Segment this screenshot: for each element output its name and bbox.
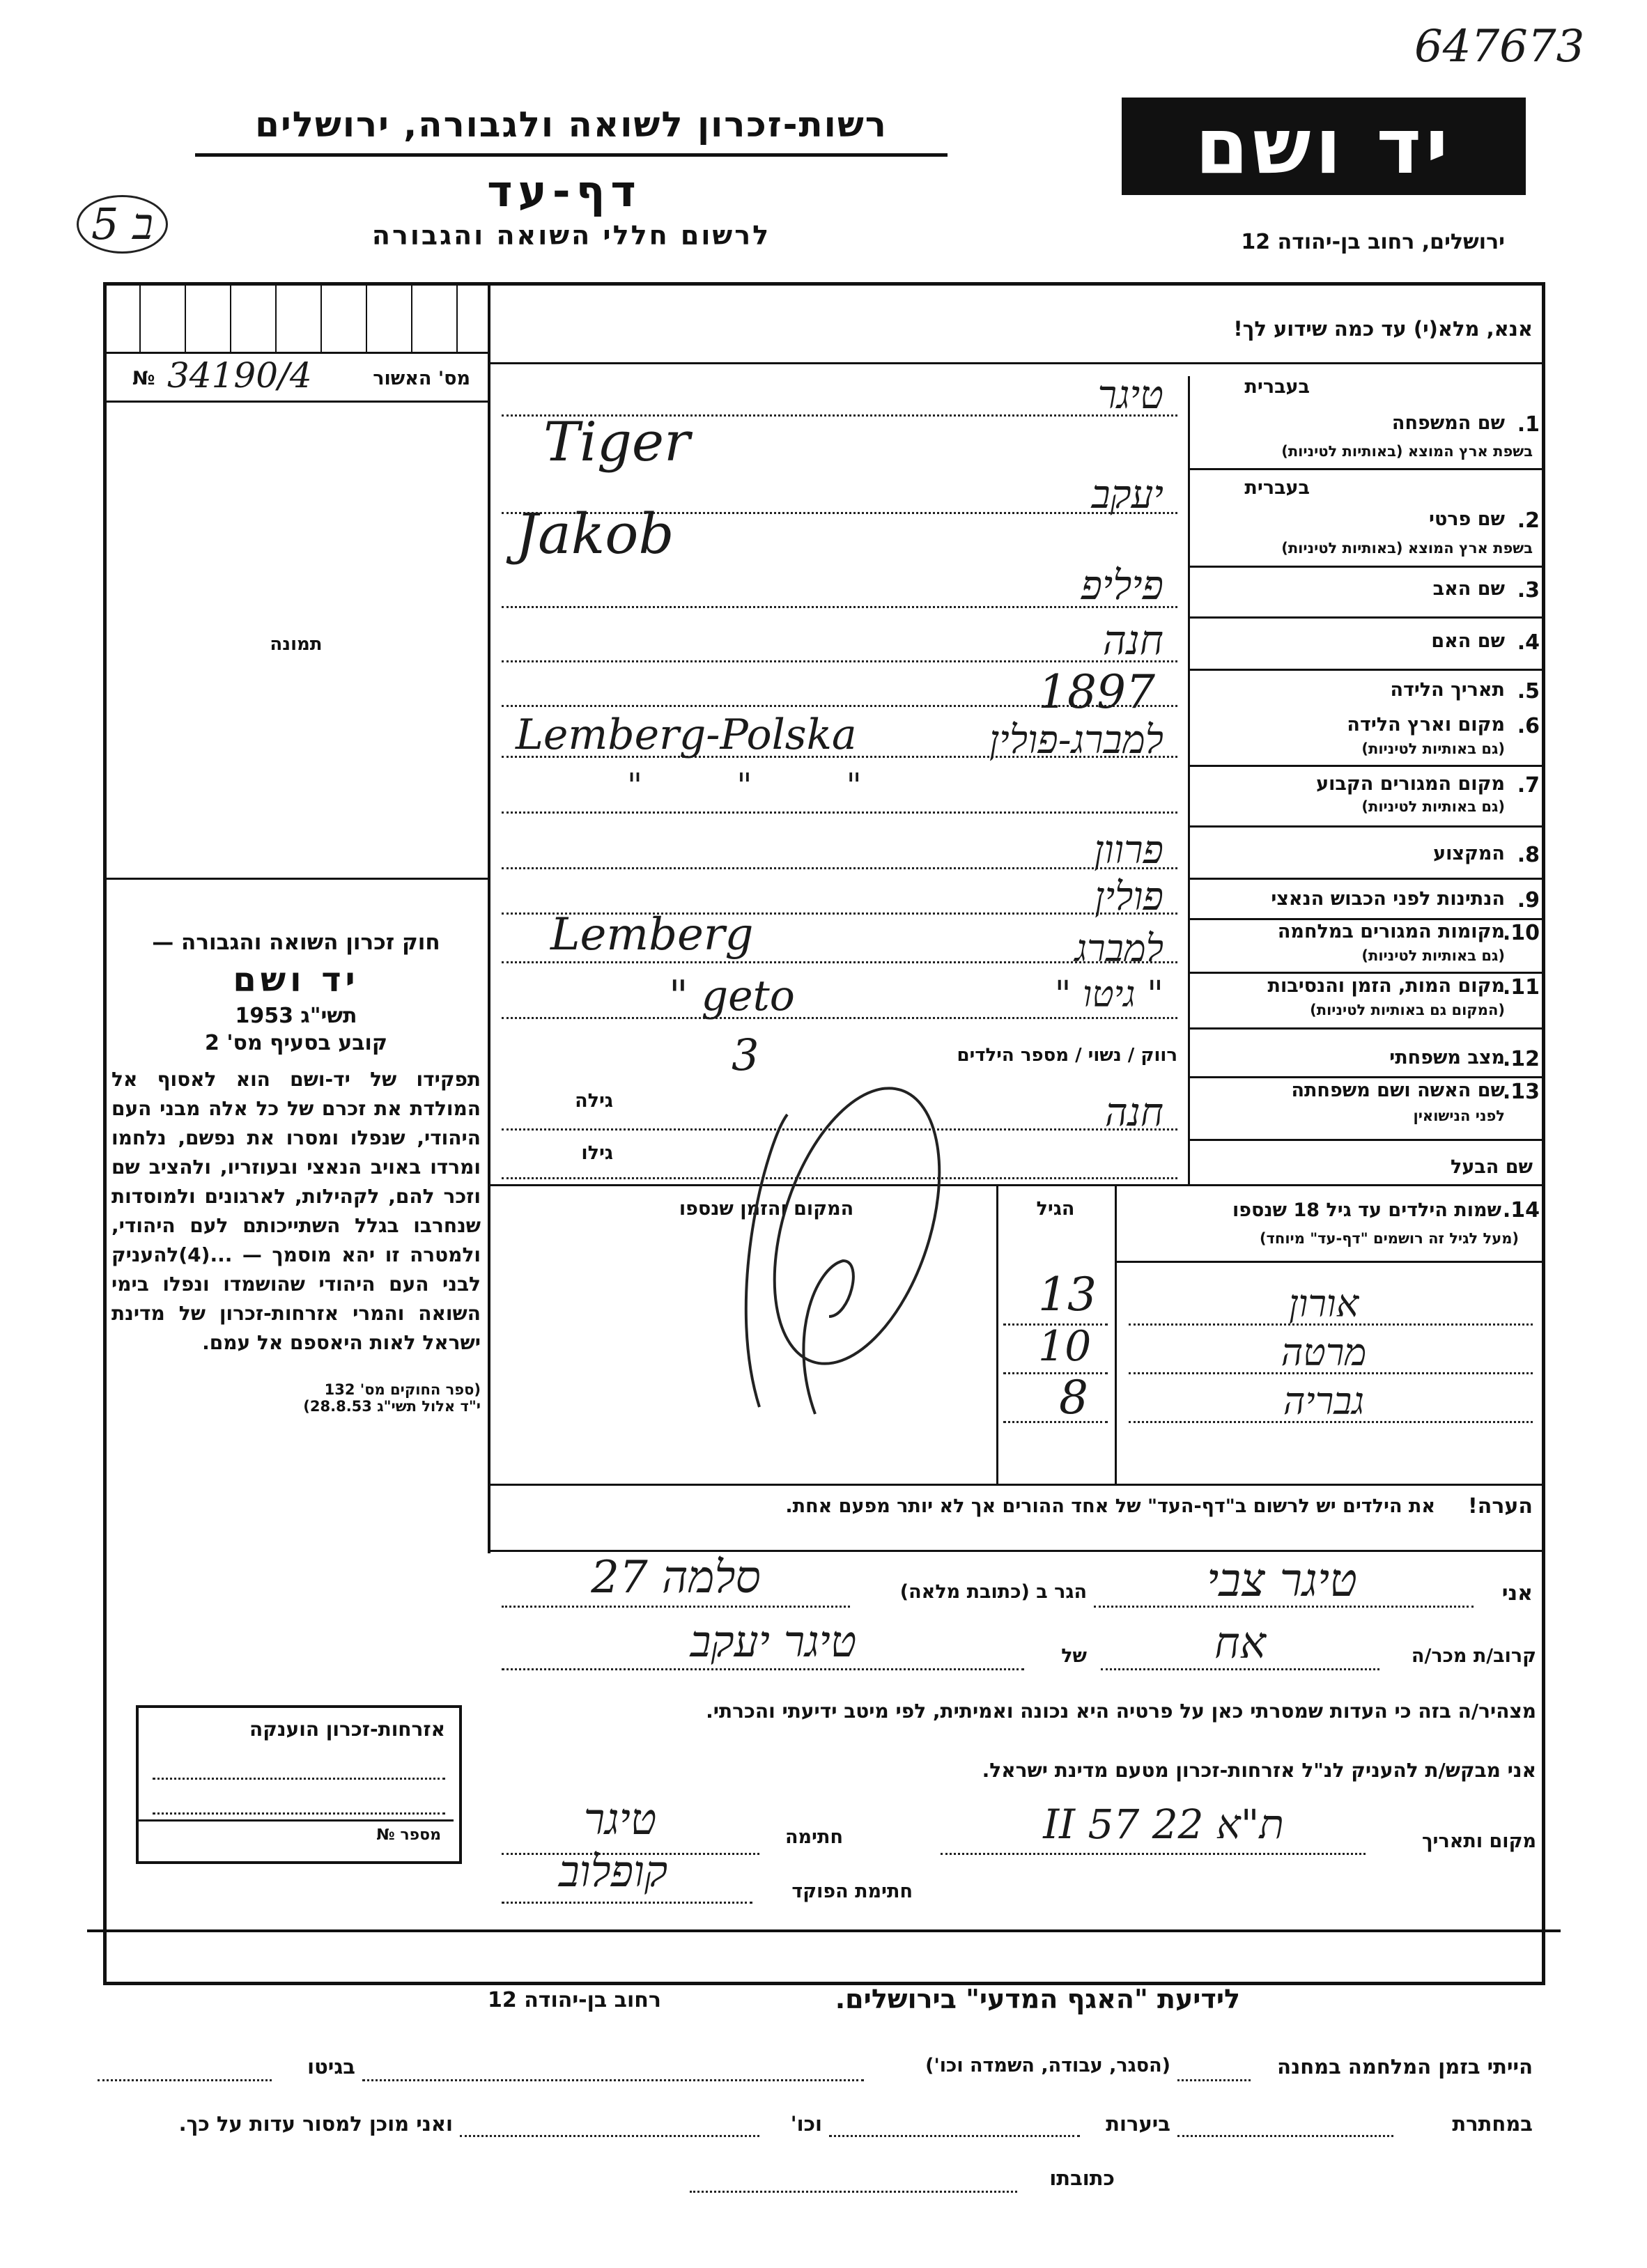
field-sub-2: בשפת ארץ המוצא (באותיות לטיניות) (1281, 540, 1533, 557)
value-mother-name[interactable]: חנה (1102, 616, 1163, 664)
law-text: תפקידו של יד-ושם הוא לאסוף אל המולדת את זכרם של כל אלה מבני העם היהודי, שנפלו ומסרו את נפשם, נלחמו ומרדו באויב הנאצי ובעוזריו, ולהציב שם וזכר להם, לקהילות, לארגונים ולמוסדות שנחרבו בגלל השתייכותם לעם היהודי, ולמטרה זו יהא מוסמך — ...(4)להעניק לבני העם היהודי שהושמדו ונפלו בימי השואה והמרי אזרחות-זכרון של מדינת ישראל לאות היאספם אל עמם. (111, 1068, 481, 1354)
value-residence[interactable]: " " " (627, 766, 904, 805)
field-label-10: מקומות המגורים במלחמה (1277, 921, 1505, 942)
decl-of-label: של (1061, 1645, 1087, 1667)
decl-statement2: אני מבקש/ת להעניק לנ"ל אזרחות-זכרון מטעם מדינת ישראל. (982, 1759, 1536, 1782)
org-name: רשות-זכרון לשואה ולגבורה, ירושלים (255, 104, 888, 145)
value-wartime-hebrew[interactable]: למברג (1074, 926, 1163, 970)
field-given-name (1191, 477, 1540, 568)
field-label-2: שם פרטי (1429, 508, 1505, 530)
value-given-hebrew[interactable]: יעקב (1091, 472, 1163, 518)
wife-age-label: גילה (575, 1090, 613, 1112)
value-wartime-latin[interactable]: Lemberg (550, 909, 754, 961)
field-num-5: 5. (1517, 679, 1540, 704)
decl-statement1: מצהיר/ה בזה כי העדות שמסרתי כאן על פרטיה היא נכונה ואמיתית, לפי מיטב ידיעתי והכרתי. (706, 1700, 1536, 1723)
field-label-4: שם האם (1431, 630, 1505, 652)
value-citizenship[interactable]: פולין (1095, 874, 1163, 919)
note-label: הערה! (1468, 1494, 1533, 1519)
value-birth-place-latin[interactable]: Lemberg-Polska (516, 710, 857, 759)
field-num-10: 10. (1502, 921, 1540, 945)
footer-line2-d: ואני מוכן למסור עדות על כך. (178, 2112, 453, 2136)
husband-label: שם הבעל (1450, 1156, 1533, 1178)
decl-officer-label: חתימת הפוקד (791, 1881, 913, 1902)
decl-i-label: אני (1501, 1581, 1533, 1606)
field-label-6: מקום וארץ הלידה (1347, 714, 1505, 736)
field-residence (1191, 773, 1540, 822)
header-address: ירושלים, רחוב בן-יהודה 12 (1241, 230, 1505, 254)
value-father-name[interactable]: פיליפ (1081, 561, 1163, 609)
law-clause: קובע בסעיף מס' 2 (205, 1031, 387, 1055)
reg-no-symbol: № (132, 368, 155, 389)
decl-signature-label: חתימה (784, 1826, 843, 1848)
children-num: 14. (1502, 1198, 1540, 1222)
value-children-count[interactable]: 3 (732, 1030, 759, 1080)
value-birth-place-hebrew[interactable]: למברג-פולין (989, 717, 1163, 763)
hebrew-tag-2: בעברית (1244, 477, 1310, 499)
photo-label: תמונה (270, 634, 323, 655)
law-year: תשי"ג 1953 (235, 1004, 357, 1028)
child-name-3[interactable]: גבריה (1283, 1379, 1365, 1423)
field-num-4: 4. (1517, 630, 1540, 655)
child-name-1[interactable]: אורון (1288, 1282, 1359, 1326)
field-label-5: תאריך הלידה (1390, 679, 1505, 701)
field-num-13: 13. (1502, 1080, 1540, 1104)
value-death-place-latin[interactable]: " geto (669, 972, 795, 1020)
corner-mark: ב 5 (77, 195, 168, 254)
children-title: שמות הילדים עד גיל 18 שנספו (1232, 1199, 1501, 1221)
child-age-2[interactable]: 10 (1038, 1322, 1092, 1371)
yad-vashem-logo (1122, 98, 1526, 195)
form-title: דף-עד (487, 166, 642, 217)
hebrew-tag-1: בעברית (1244, 376, 1310, 398)
field-num-3: 3. (1517, 578, 1540, 603)
form-subtitle: לרשום חללי השואה והגבורה (371, 220, 771, 251)
marital-options: רווק / נשוי / מספר הילדים (957, 1045, 1177, 1066)
value-family-latin[interactable]: Tiger (543, 411, 690, 474)
value-profession[interactable]: פרוון (1094, 828, 1163, 873)
field-family-name (1191, 376, 1540, 467)
field-sub-6: (גם באותיות לטיניות) (1361, 740, 1505, 757)
field-death-place (1191, 975, 1540, 1024)
footer-line2-c: וכו' (790, 2112, 822, 2136)
field-label-3: שם האב (1432, 578, 1505, 600)
law-name: יד ושם (233, 961, 359, 1000)
footer-line1-a: הייתי בזמן המלחמה במחנה (1277, 2055, 1533, 2079)
footer-line3: כתובתו (1049, 2166, 1115, 2190)
law-title: חוק זכרון השואה והגבורה — (152, 930, 440, 955)
husband-age-label: גילו (581, 1142, 613, 1164)
note-text: את הילדים יש לרשום ב"דף-העד" של אחד ההורים אך לא יותר מפעם אחת. (785, 1496, 1435, 1517)
child-age-3[interactable]: 8 (1059, 1371, 1088, 1424)
field-label-1: שם המשפחה (1391, 412, 1505, 434)
children-col-place: המקום והזמן שנספו (679, 1198, 854, 1220)
law-block (111, 930, 481, 1415)
field-label-8: המקצוע (1433, 843, 1505, 864)
field-sub-1: בשפת ארץ המוצא (באותיות לטיניות) (1281, 443, 1533, 460)
field-label-11: מקום המות, הזמן והנסיבות (1267, 975, 1505, 997)
children-header (1122, 1198, 1540, 1261)
field-wife-name (1191, 1080, 1540, 1128)
footer-line2-a: במחתרת (1452, 2112, 1533, 2136)
law-ref1: (ספר החוקים מס' 132 (324, 1381, 481, 1398)
field-num-1: 1. (1517, 412, 1540, 437)
decl-place-date-value[interactable]: ת"א 22 II 57 (1043, 1801, 1284, 1848)
field-birth-date (1191, 679, 1540, 714)
field-wartime-residence (1191, 921, 1540, 970)
field-father-name (1191, 578, 1540, 613)
field-label-13: שם האשה ושם משפחתה (1291, 1080, 1505, 1101)
decl-relation-value[interactable]: אח (1214, 1617, 1266, 1668)
scribble-mark (683, 1087, 989, 1449)
child-age-1[interactable]: 13 (1038, 1268, 1097, 1321)
footer-line1-c: בגיטו (307, 2055, 355, 2079)
footer-line1-b: (הסגר, עבודה, השמדה וכו') (925, 2055, 1170, 2076)
value-birth-date[interactable]: 1897 (1038, 665, 1155, 719)
certificate-box (136, 1705, 462, 1864)
decl-name-value[interactable]: טיגר צבי (1206, 1553, 1358, 1607)
decl-relation-label: קרוב/ת מכר/ה (1411, 1645, 1536, 1667)
children-col-age: הגיל (1036, 1198, 1075, 1220)
footer-line2-b: ביערות (1106, 2112, 1170, 2136)
logo-text: יד ושם (1195, 102, 1453, 191)
child-name-2[interactable]: מרטה (1281, 1330, 1367, 1374)
note-row (502, 1494, 1533, 1529)
footer-address: רחוב בן-יהודה 12 (488, 1988, 661, 2012)
value-wife-name[interactable]: חנה (1104, 1090, 1163, 1135)
field-num-8: 8. (1517, 843, 1540, 867)
intro-text: אנא, מלא(י) עד כמה שידוע לך! (1233, 317, 1533, 341)
field-mother-name (1191, 630, 1540, 665)
value-given-latin[interactable]: Jakob (516, 502, 674, 566)
decl-place-date-label: מקום ותאריך (1421, 1831, 1536, 1852)
corner-number: 647673 (1414, 21, 1585, 72)
value-death-place-hebrew[interactable]: " גיטו " (1054, 974, 1163, 1016)
reg-number[interactable]: 34190/4 (167, 355, 312, 396)
cert-title: אזרחות-זכרון הוענקה (249, 1718, 445, 1741)
field-num-7: 7. (1517, 773, 1540, 798)
field-sub-13: לפני הנישואין (1413, 1108, 1505, 1124)
field-num-2: 2. (1517, 508, 1540, 533)
field-num-6: 6. (1517, 714, 1540, 738)
decl-address-value[interactable]: סלמה 27 (591, 1552, 761, 1603)
field-sub-7: (גם באותיות לטיניות) (1361, 798, 1505, 815)
field-num-9: 9. (1517, 888, 1540, 912)
field-label-9: הנתינות לפני הכבוש הנאצי (1271, 888, 1505, 910)
decl-officer-value[interactable]: קופלוב (558, 1846, 668, 1897)
footer-title-row (488, 1984, 1240, 2026)
registration-field (118, 355, 477, 397)
footer-title: לידיעת "האגף המדעי" בירושלים. (835, 1984, 1240, 2014)
field-birth-place (1191, 714, 1540, 763)
cert-number-label: מספר № (376, 1826, 441, 1844)
field-profession (1191, 843, 1540, 878)
field-label-7: מקום המגורים הקבוע (1316, 773, 1505, 795)
field-label-12: מצב משפחתי (1389, 1047, 1505, 1069)
field-sub-11: (המקום גם באותיות לטיניות) (1310, 1002, 1505, 1018)
field-sub-10: (גם באותיות לטיניות) (1361, 947, 1505, 964)
decl-signature-value[interactable]: טיגר (583, 1794, 657, 1844)
reg-label: מס' האשור (373, 368, 470, 389)
law-ref2: י"ד אלול תשי"ג 28.8.53) (303, 1398, 481, 1415)
field-num-12: 12. (1502, 1047, 1540, 1071)
decl-of-value[interactable]: טיגר יעקב (690, 1616, 857, 1667)
value-family-hebrew[interactable]: טיגר (1097, 373, 1163, 418)
field-num-11: 11. (1502, 975, 1540, 1000)
decl-resident-label: הגר ב (כתובת מלאה) (899, 1581, 1087, 1603)
children-sub: (מעל לגיל זה רושמים "דף-עד" מיוחד) (1259, 1230, 1519, 1247)
